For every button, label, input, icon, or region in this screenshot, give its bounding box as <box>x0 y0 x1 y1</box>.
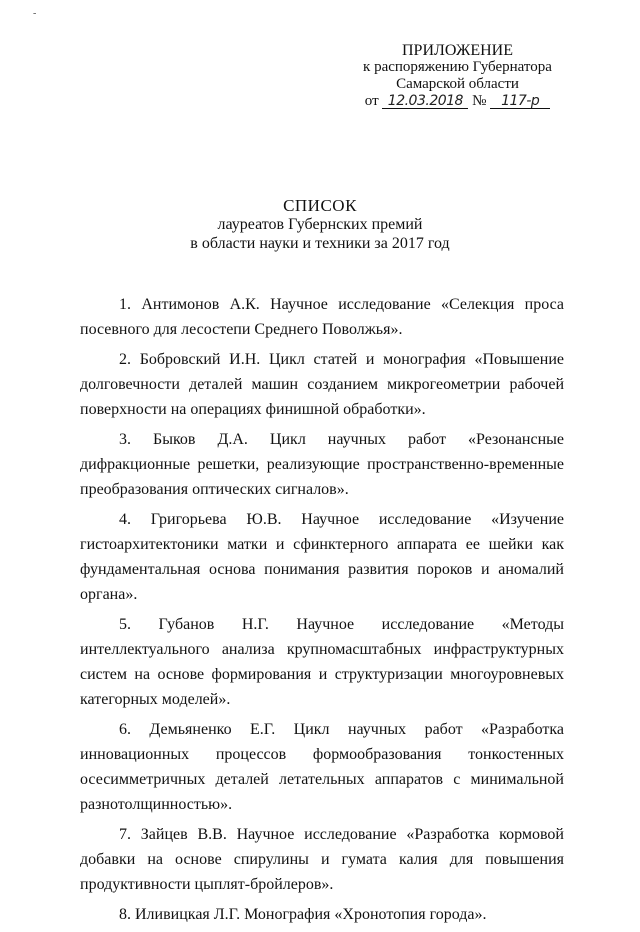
list-item: 4. Григорьева Ю.В. Научное исследование «Изучение гистоархитектоники матки и сфинктерного аппарата ее шейки как фундаментальная основа понимания развития пороков и аномалий органа». <box>80 511 564 603</box>
corner-mark: - <box>33 8 37 19</box>
document-heading <box>0 196 640 253</box>
document-subtitle-2: в области науки и техники за 2017 год <box>190 235 450 252</box>
appendix-line-1: к распоряжению Губернатора <box>363 59 552 75</box>
list-item: 3. Быков Д.А. Цикл научных работ «Резонансные дифракционные решетки, реализующие пространственно-временные преобразования оптических сигналов». <box>80 431 564 498</box>
handwritten-number: 117-р <box>490 94 550 109</box>
list-item: 5. Губанов Н.Г. Научное исследование «Методы интеллектуального анализа крупномасштабных инфраструктурных систем на основе формирования и структуризации многоуровневых категорных моделей». <box>80 616 564 708</box>
document-subtitle-1: лауреатов Губернских премий <box>217 216 423 233</box>
laureates-list <box>80 292 564 932</box>
appendix-block <box>330 42 585 110</box>
from-label: от <box>364 93 379 109</box>
number-label: № <box>472 93 487 109</box>
list-item: 7. Зайцев В.В. Научное исследование «Разработка кормовой добавки на основе спирулины и гумата калия для повышения продуктивности цыплят-бройлеров». <box>80 826 564 893</box>
list-item: 8. Иливицкая Л.Г. Монография «Хронотопия города». <box>119 906 487 923</box>
handwritten-date: 12.03.2018 <box>382 94 468 109</box>
list-item: 6. Демьяненко Е.Г. Цикл научных работ «Разработка инновационных процессов формообразования тонкостенных осесимметричных деталей летательных аппаратов с минимальной разнотолщинностью». <box>80 721 564 813</box>
appendix-line-2: Самарской области <box>396 76 519 92</box>
list-item: 1. Антимонов А.К. Научное исследование «Селекция проса посевного для лесостепи Среднего Поволжья». <box>80 296 564 338</box>
list-item: 2. Бобровский И.Н. Цикл статей и монография «Повышение долговечности деталей машин созданием микрогеометрии рабочей поверхности на операциях финишной обработки». <box>80 351 564 418</box>
document-title: СПИСОК <box>283 196 357 215</box>
appendix-title: ПРИЛОЖЕНИЕ <box>401 42 513 59</box>
appendix-date-line <box>330 93 585 110</box>
